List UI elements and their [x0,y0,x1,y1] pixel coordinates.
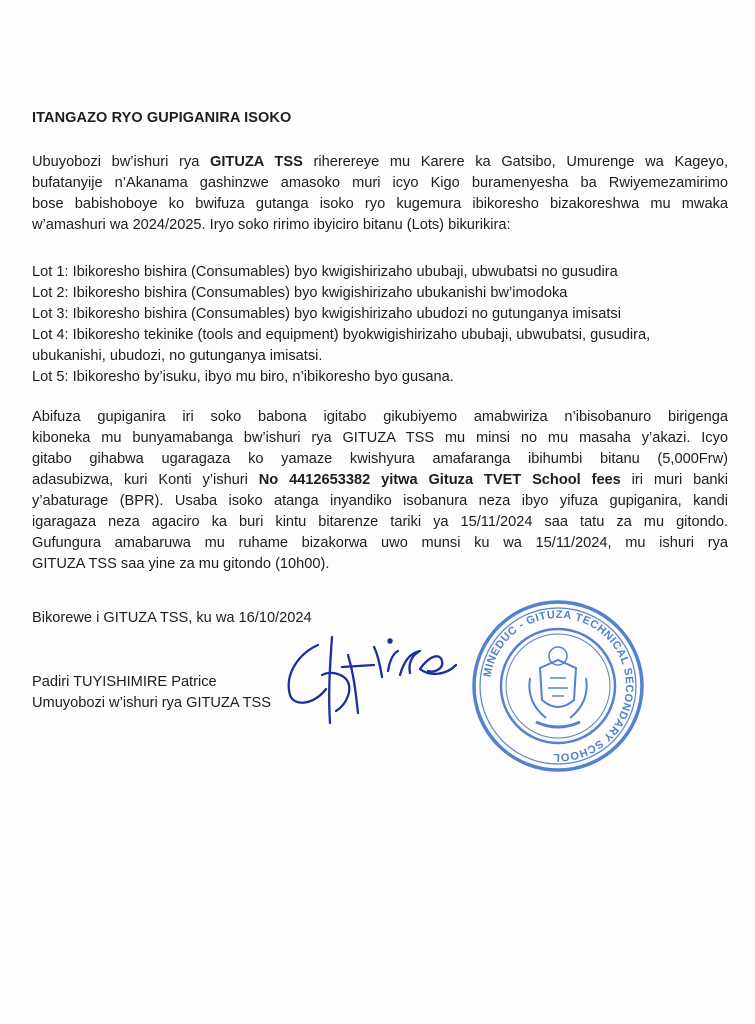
conditions-paragraph [32,407,728,575]
lot-item: Lot 3: Ibikoresho bishira (Consumables) byo kwigishirizaho ubudozi no gutunganya imisatsi [32,306,621,322]
handwritten-signature-icon [270,615,480,730]
conditions-line: Abifuza gupiganira iri soko babona igitabo gikubiyemo amabwiriza n’ibisobanuro birigenga [32,409,728,425]
school-stamp-icon [470,598,646,774]
intro-line-1: Ubuyobozi bw’ishuri rya GITUZA TSS riherereye mu Karere ka Gatsibo, Umurenge wa Kageyo, [32,154,729,170]
conditions-line: y’abaturage (BPR). Usaba isoko atanga inyandiko isobanura neza ibyo yifuza gupiganira, kandi [32,493,728,509]
intro-line-3: bose babishoboye ko bwifuza gutanga isoko ryo kugemura ibikoresho bizakoreshwa mu mwaka [32,196,728,212]
account-number: No 4412653382 yitwa Gituza TVET School fees [258,472,621,488]
conditions-line: igaragaza neza agaciro ka buri kintu bitarenze tariki ya 15/11/2024 saa tatu za mu gitondo. [32,514,728,530]
signatory-block [32,672,271,714]
conditions-line: adasubizwa, kuri Konti y’ishuri No 4412653382 yitwa Gituza TVET School fees iri muri banki [32,472,728,488]
conditions-line: gitabo gihabwa ugaragaza ko yamaze kwishyura amafaranga ibihumbi bitanu (5,000Frw) [32,451,728,467]
stamp-graphics [474,602,642,770]
document-title: ITANGAZO RYO GUPIGANIRA ISOKO [32,110,292,126]
intro-line-4: w’amashuri wa 2024/2025. Iryo soko ririmo ibyiciro bitanu (Lots) bikurikira: [32,217,511,233]
intro-line-2: bufatanyije n’Akanama gashinzwe amasoko muri icyo Kigo buramenyesha ba Rwiyemezamirimo [32,175,728,191]
lot-item: Lot 1: Ibikoresho bishira (Consumables) byo kwigishirizaho ububaji, ubwubatsi no gusudira [32,264,618,280]
signatory-title: Umuyobozi w’ishuri rya GITUZA TSS [32,695,271,711]
intro-paragraph [32,152,728,236]
lot-item: Lot 5: Ibikoresho by’isuku, ibyo mu biro, n’ibikoresho byo gusana. [32,369,454,385]
school-name: GITUZA TSS [210,154,303,170]
issue-date-line: Bikorewe i GITUZA TSS, ku wa 16/10/2024 [32,610,312,626]
conditions-line: GITUZA TSS saa yine za mu gitondo (10h00). [32,556,330,572]
lot-item: Lot 2: Ibikoresho bishira (Consumables) byo kwigishirizaho ubukanishi bw’imodoka [32,285,568,301]
conditions-line: kiboneka mu bunyamabanga bw’ishuri rya GITUZA TSS mu minsi no mu masaha y’akazi. Icyo [32,430,728,446]
lot-item: ubukanishi, ubudozi, no gutunganya imisatsi. [32,348,323,364]
signatory-name: Padiri TUYISHIMIRE Patrice [32,674,217,690]
lot-item: Lot 4: Ibikoresho tekinike (tools and equipment) byokwigishirizaho ububaji, ubwubatsi, gusudira, [32,327,651,343]
lots-list [32,262,728,388]
stamp-ring-text: MINEDUC - GITUZA TECHNICAL SECONDARY SCHOOL [481,608,636,764]
conditions-line: Gufungura amabaruwa mu ruhame bizakorwa uwo munsi ku wa 15/11/2024, mu ishuri rya [32,535,728,551]
